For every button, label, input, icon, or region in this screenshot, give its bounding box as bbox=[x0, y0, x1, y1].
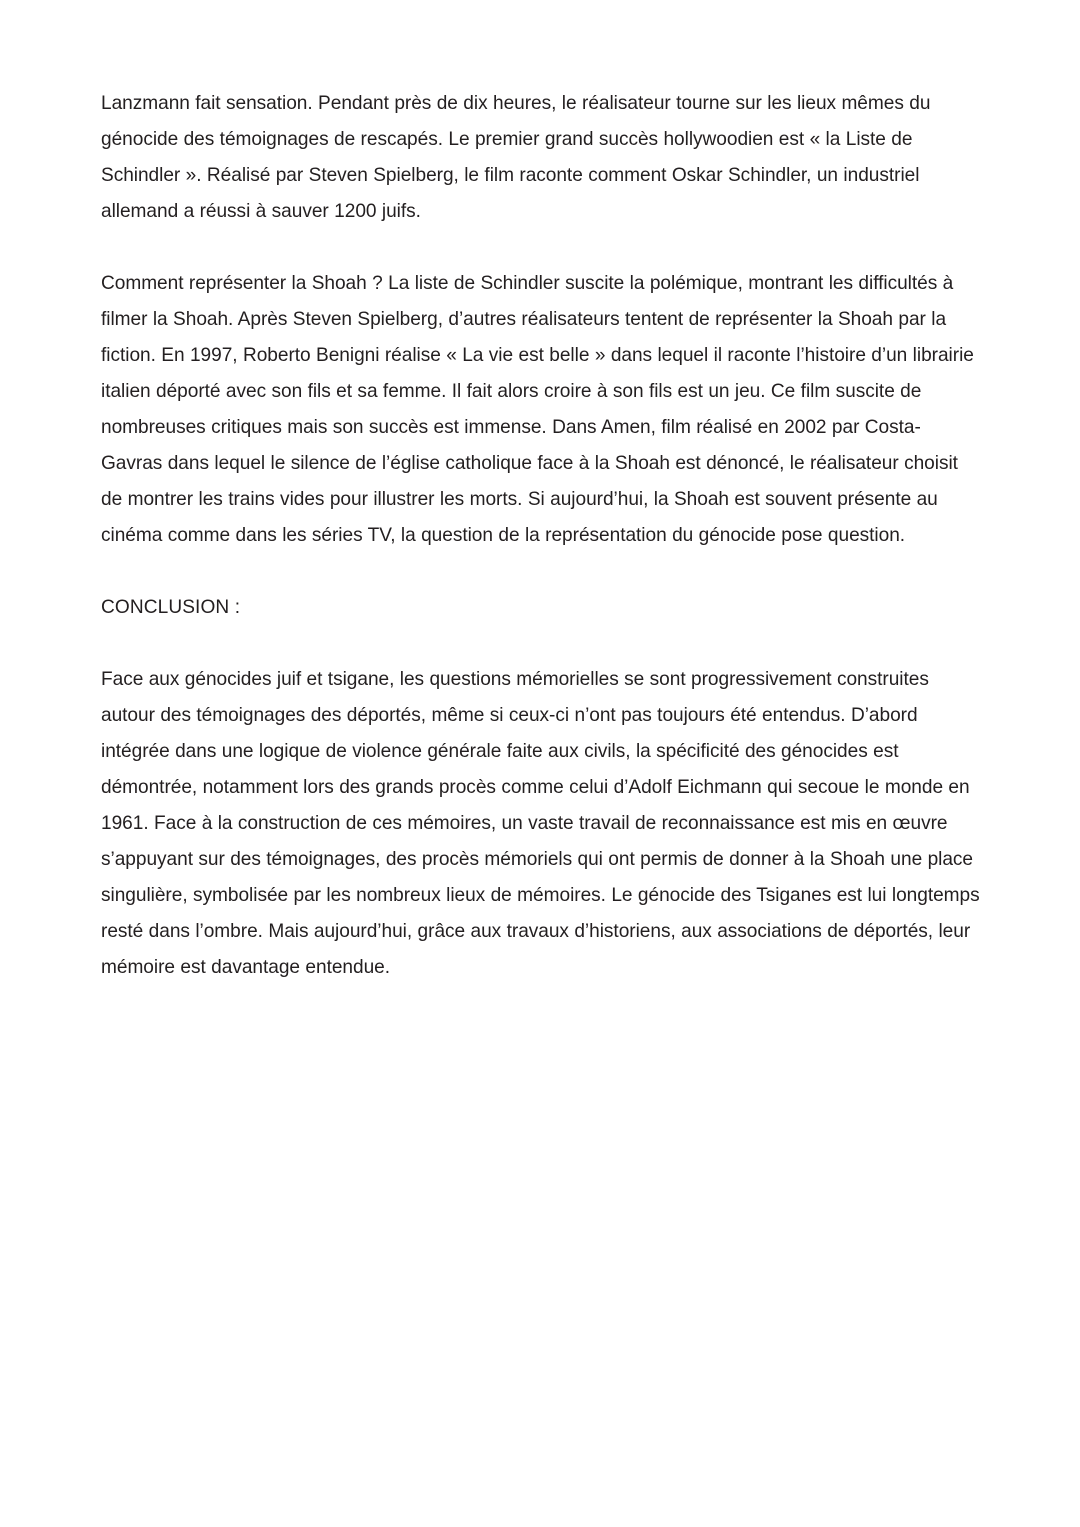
paragraph-lanzmann-shoah-film: Lanzmann fait sensation. Pendant près de dix heures, le réalisateur tourne sur les lieux mêmes du génocide des témoignages de rescapés. Le premier grand succès hollywoodien est « la Liste de Schindler ». Réalisé par Steven Spielberg, le film raconte comment Oskar Schindler, un industriel allemand a réussi à sauver 1200 juifs. bbox=[101, 93, 931, 222]
paragraph-representer-la-shoah: Comment représenter la Shoah ? La liste de Schindler suscite la polémique, montrant les difficultés à filmer la Shoah. Après Steven Spielberg, d’autres réalisateurs tentent de représenter la Shoah par la fiction. En 1997, Roberto Benigni réalise « La vie est belle » dans lequel il raconte l’histoire d’un librairie italien déporté avec son fils et sa femme. Il fait alors croire à son fils est un jeu. Ce film suscite de nombreuses critiques mais son succès est immense. Dans Amen, film réalisé en 2002 par Costa-Gavras dans lequel le silence de l’église catholique face à la Shoah est dénoncé, le réalisateur choisit de montrer les trains vides pour illustrer les morts. Si aujourd’hui, la Shoah est souvent présente au cinéma comme dans les séries TV, la question de la représentation du génocide pose question. bbox=[101, 273, 974, 546]
paragraph-conclusion-memoires: Face aux génocides juif et tsigane, les questions mémorielles se sont progressivement construites autour des témoignages des déportés, même si ceux-ci n’ont pas toujours été entendus. D’abord intégrée dans une logique de violence générale faite aux civils, la spécificité des génocides est démontrée, notamment lors des grands procès comme celui d’Adolf Eichmann qui secoue le monde en 1961. Face à la construction de ces mémoires, un vaste travail de reconnaissance est mis en œuvre s’appuyant sur des témoignages, des procès mémoriels qui ont permis de donner à la Shoah une place singulière, symbolisée par les nombreux lieux de mémoires. Le génocide des Tsiganes est lui longtemps resté dans l’ombre. Mais aujourd’hui, grâce aux travaux d’historiens, aux associations de déportés, leur mémoire est davantage entendue. bbox=[101, 669, 980, 978]
conclusion-heading: CONCLUSION : bbox=[101, 597, 241, 618]
document-text-body bbox=[101, 86, 981, 986]
